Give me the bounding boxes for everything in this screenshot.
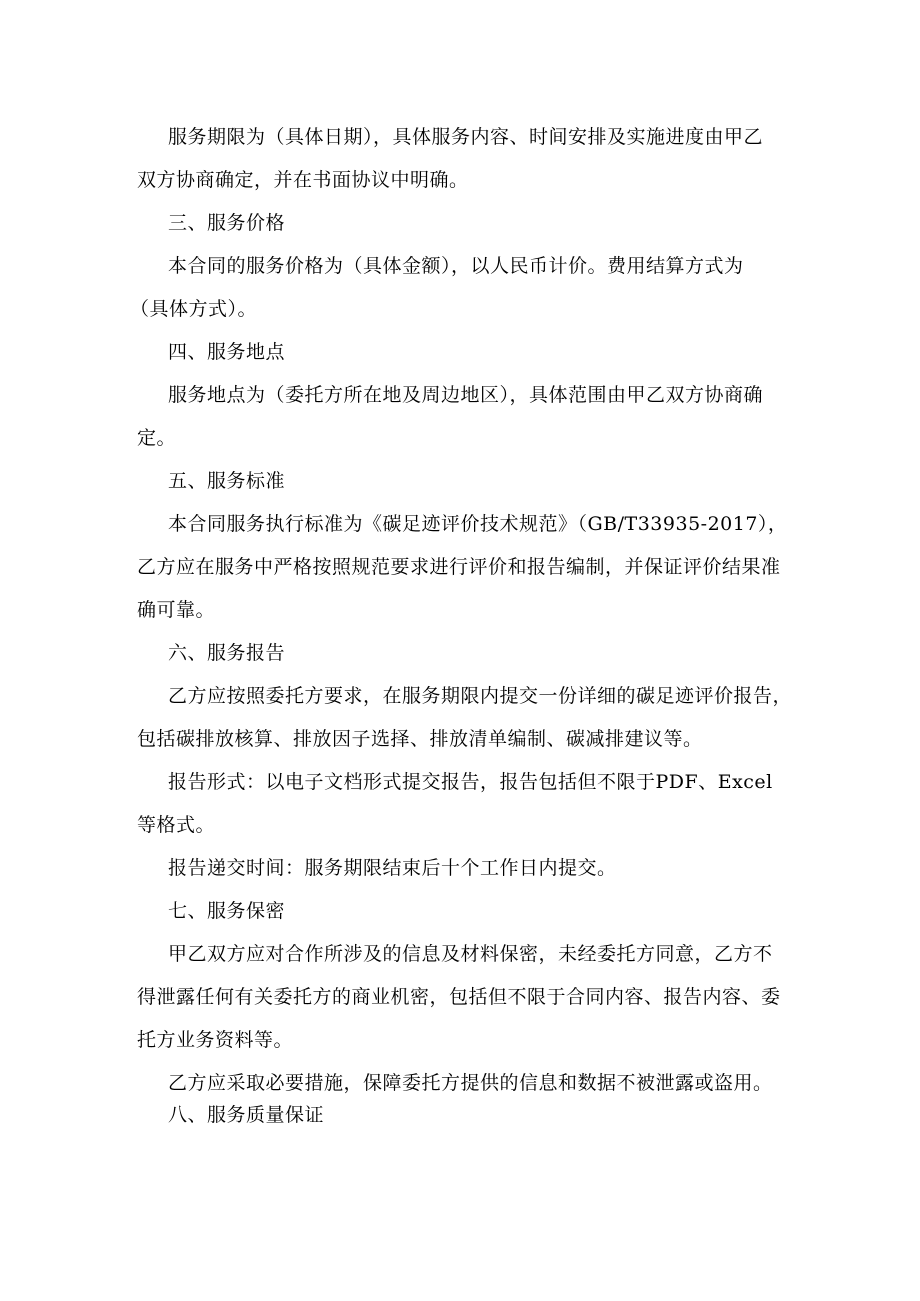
section-heading: 五、服务标准 bbox=[168, 470, 286, 492]
paragraph-line: 确可靠。 bbox=[137, 599, 216, 621]
paragraph-line: 托方业务资料等。 bbox=[137, 1029, 294, 1051]
paragraph-line: 报告形式：以电子文档形式提交报告，报告包括但不限于PDF、Excel bbox=[168, 771, 773, 793]
paragraph-line: 等格式。 bbox=[137, 814, 216, 836]
paragraph-line: 得泄露任何有关委托方的商业机密，包括但不限于合同内容、报告内容、委 bbox=[137, 986, 781, 1008]
paragraph-line: 定。 bbox=[137, 427, 177, 449]
paragraph-line: 乙方应在服务中严格按照规范要求进行评价和报告编制，并保证评价结果准 bbox=[137, 556, 781, 578]
paragraph-line: 乙方应按照委托方要求，在服务期限内提交一份详细的碳足迹评价报告， bbox=[168, 685, 793, 707]
section-heading: 七、服务保密 bbox=[168, 900, 286, 922]
paragraph-line: 本合同服务执行标准为《碳足迹评价技术规范》（GB/T33935-2017）， bbox=[168, 513, 788, 535]
paragraph-line: 报告递交时间：服务期限结束后十个工作日内提交。 bbox=[168, 857, 617, 879]
paragraph-line: 双方协商确定，并在书面协议中明确。 bbox=[137, 169, 469, 191]
paragraph-line: 包括碳排放核算、排放因子选择、排放清单编制、碳减排建议等。 bbox=[137, 728, 703, 750]
paragraph-line: 乙方应采取必要措施，保障委托方提供的信息和数据不被泄露或盗用。 bbox=[168, 1072, 773, 1094]
paragraph-line: 本合同的服务价格为（具体金额），以人民币计价。费用结算方式为 bbox=[168, 255, 744, 277]
section-heading: 三、服务价格 bbox=[168, 212, 286, 234]
paragraph-line: 甲乙双方应对合作所涉及的信息及材料保密，未经委托方同意，乙方不 bbox=[168, 943, 773, 965]
paragraph-line: 服务地点为（委托方所在地及周边地区），具体范围由甲乙双方协商确 bbox=[168, 384, 764, 406]
section-heading: 八、服务质量保证 bbox=[168, 1104, 325, 1126]
paragraph-line: 服务期限为（具体日期），具体服务内容、时间安排及实施进度由甲乙 bbox=[168, 126, 764, 148]
paragraph-line: （具体方式）。 bbox=[130, 298, 258, 320]
section-heading: 四、服务地点 bbox=[168, 341, 286, 363]
section-heading: 六、服务报告 bbox=[168, 642, 286, 664]
